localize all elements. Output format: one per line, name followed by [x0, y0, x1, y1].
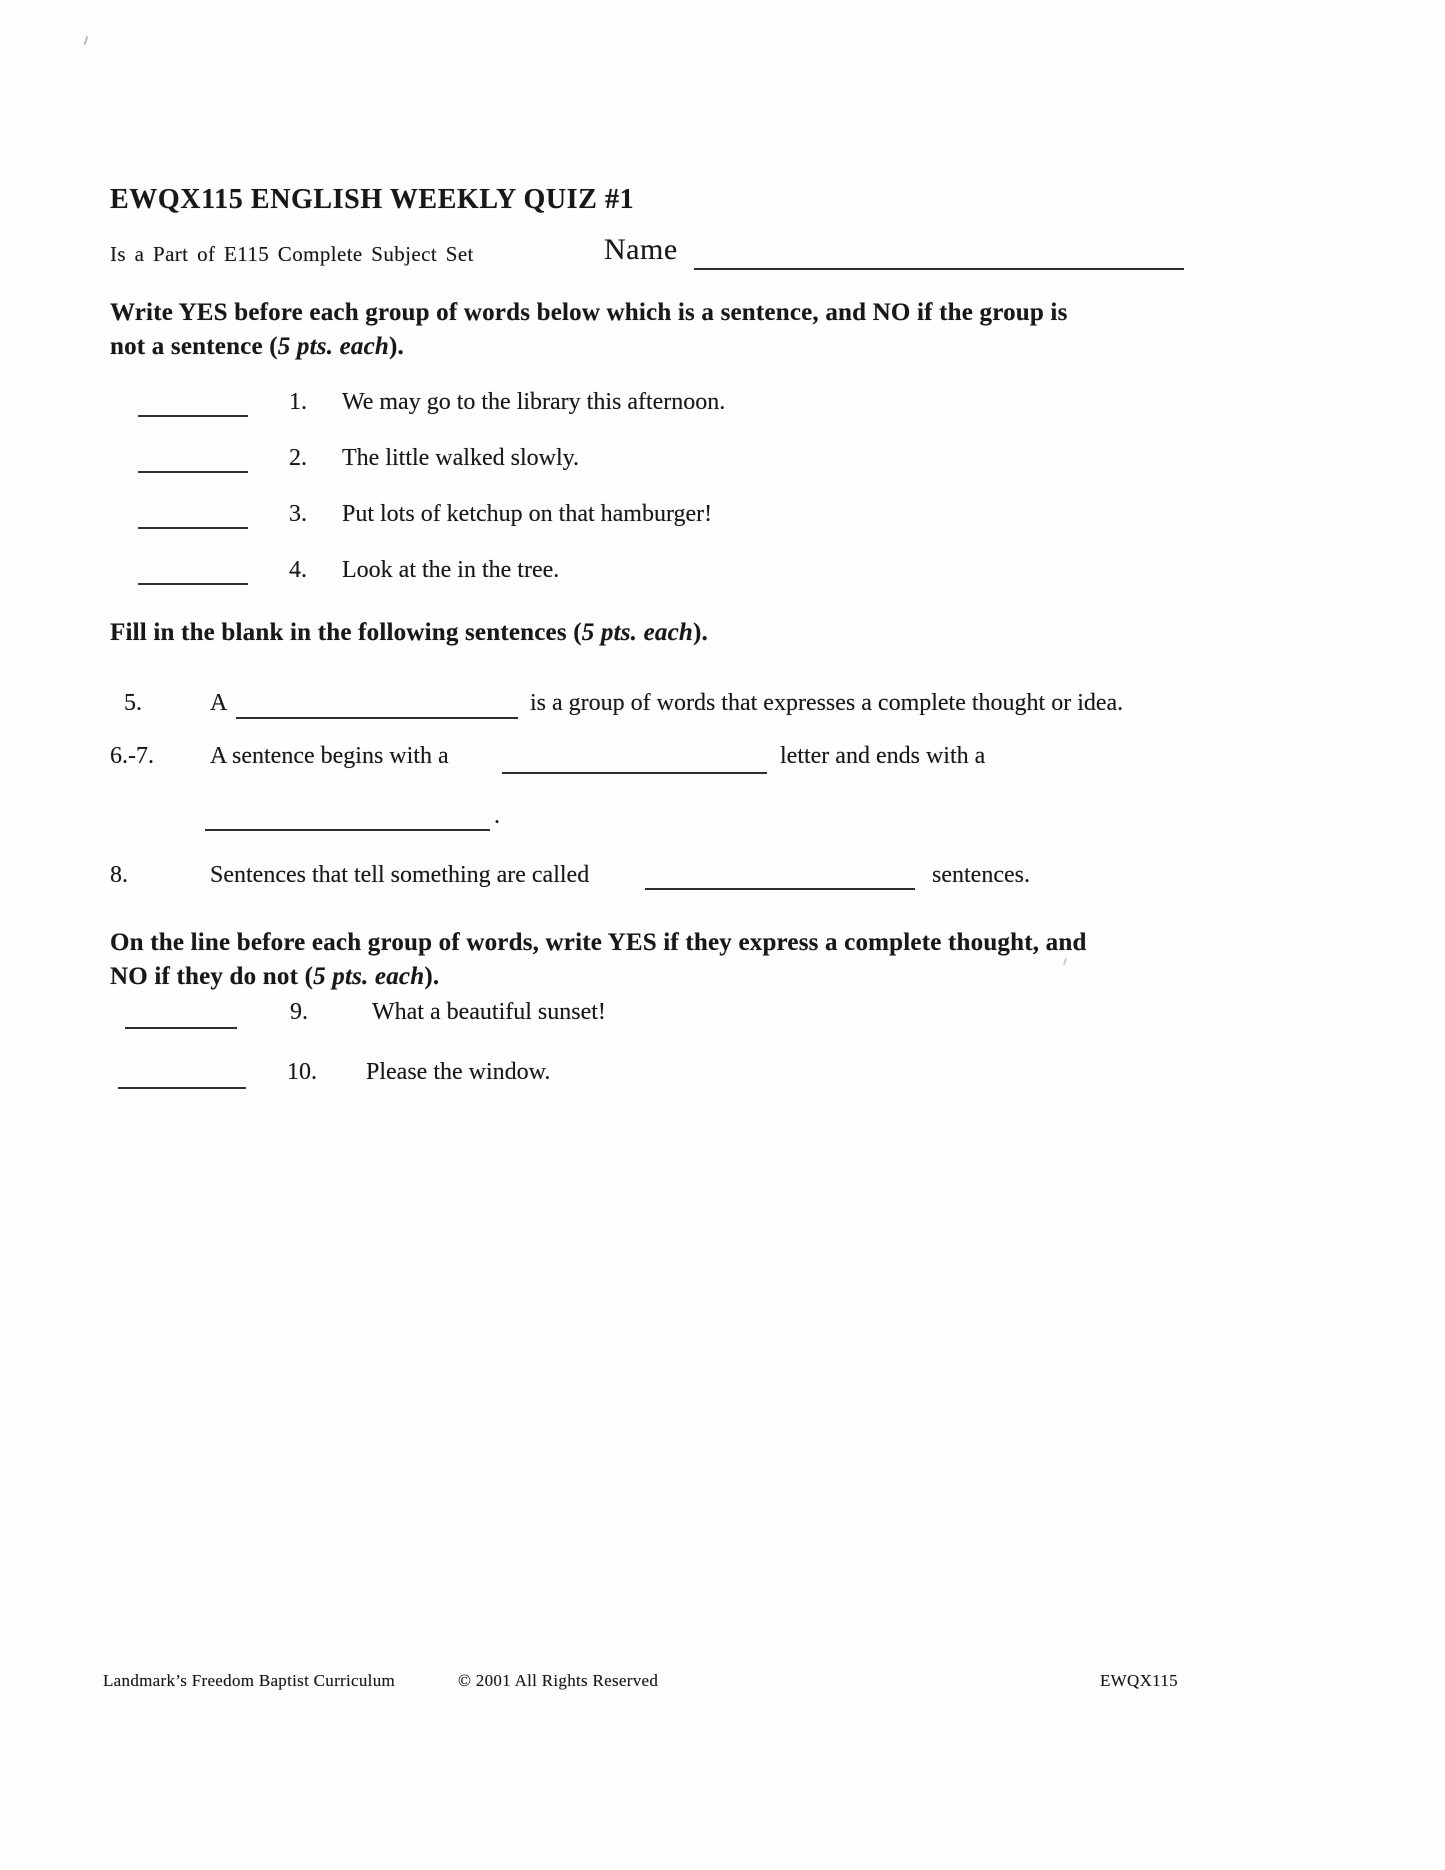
- section1-instructions: [110, 296, 1068, 364]
- section1-instructions-line2: not a sentence (5 pts. each).: [110, 333, 404, 360]
- section3-instructions-line1: On the line before each group of words, write YES if they express a complete thought, and: [110, 929, 1087, 956]
- section2-heading: Fill in the blank in the following sentences (5 pts. each).: [110, 619, 708, 646]
- fill-blank-7: [205, 829, 490, 831]
- fill-blank-5: [236, 717, 518, 719]
- item-text-10: Please the window.: [366, 1059, 551, 1085]
- section3-instructions: [110, 926, 1087, 994]
- item5-post-text: is a group of words that expresses a complete thought or idea.: [530, 690, 1124, 716]
- item6-7-pre-text: A sentence begins with a: [210, 743, 449, 769]
- footer-publisher: Landmark’s Freedom Baptist Curriculum: [103, 1671, 396, 1690]
- section1-instructions-line1: Write YES before each group of words below which is a sentence, and NO if the group is: [110, 299, 1068, 326]
- name-blank-line: [694, 268, 1184, 270]
- item-number-8: 8.: [110, 862, 128, 888]
- item8-post-text: sentences.: [932, 862, 1030, 888]
- answer-blank-3: [138, 527, 248, 529]
- answer-blank-1: [138, 415, 248, 417]
- section3-instructions-line2: NO if they do not (5 pts. each).: [110, 963, 440, 990]
- item-text-4: Look at the in the tree.: [342, 557, 560, 583]
- quiz-title: EWQX115 ENGLISH WEEKLY QUIZ #1: [110, 184, 635, 215]
- item-number-10: 10.: [287, 1059, 317, 1085]
- footer-quiz-code: EWQX115: [1100, 1671, 1178, 1690]
- item-text-1: We may go to the library this afternoon.: [342, 389, 726, 415]
- answer-blank-2: [138, 471, 248, 473]
- item-number-4: 4.: [289, 557, 307, 583]
- item8-pre-text: Sentences that tell something are called: [210, 862, 590, 888]
- fill-blank-6: [502, 772, 767, 774]
- points-note: 5 pts. each: [581, 619, 693, 646]
- item-number-9: 9.: [290, 999, 308, 1025]
- points-note: 5 pts. each: [277, 333, 389, 360]
- answer-blank-9: [125, 1027, 237, 1029]
- name-label: Name: [604, 233, 678, 266]
- quiz-code-subtitle: Is a Part of E115 Complete Subject Set: [110, 242, 474, 266]
- answer-blank-10: [118, 1087, 246, 1089]
- item5-pre-text: A: [210, 690, 228, 716]
- item6-7-tail-punct: .: [494, 803, 500, 829]
- scan-artifact: [84, 36, 89, 45]
- item-text-2: The little walked slowly.: [342, 445, 580, 471]
- footer-copyright: © 2001 All Rights Reserved: [458, 1671, 659, 1690]
- fill-blank-8: [645, 888, 915, 890]
- item-text-9: What a beautiful sunset!: [372, 999, 606, 1025]
- answer-blank-4: [138, 583, 248, 585]
- item-number-6-7: 6.-7.: [110, 743, 154, 769]
- points-note: 5 pts. each: [313, 963, 425, 990]
- item6-7-mid-text: letter and ends with a: [780, 743, 986, 769]
- item-number-1: 1.: [289, 389, 307, 415]
- item-number-2: 2.: [289, 445, 307, 471]
- item-text-3: Put lots of ketchup on that hamburger!: [342, 501, 713, 527]
- item-number-5: 5.: [124, 690, 142, 716]
- item-number-3: 3.: [289, 501, 307, 527]
